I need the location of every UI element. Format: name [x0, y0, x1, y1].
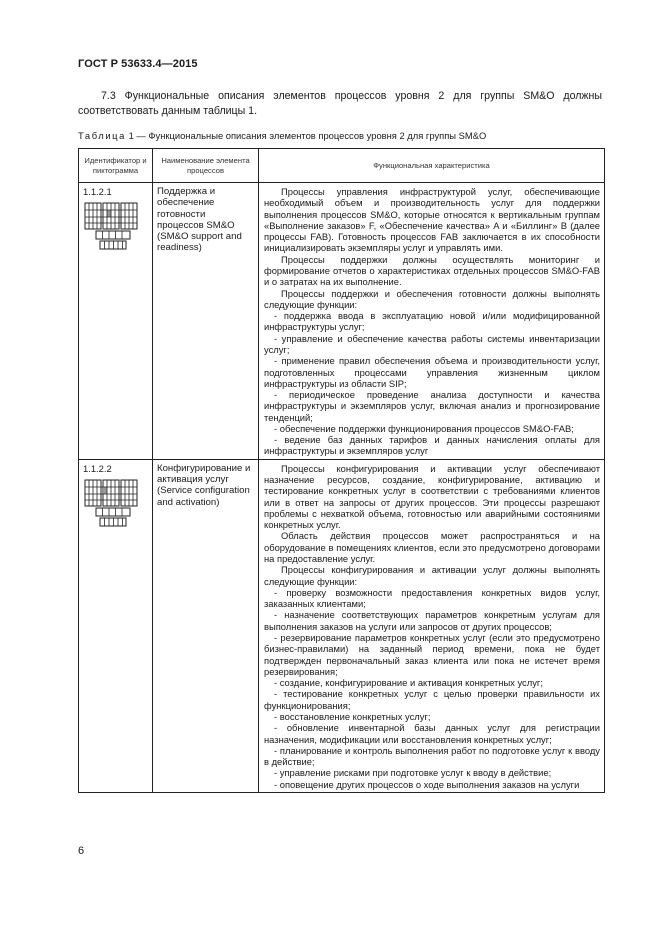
intro-paragraph: 7.3 Функциональные описания элементов процессов уровня 2 для группы SM&O должны соответствовать данным таблицы 1. — [78, 90, 602, 117]
function-list-item: - обеспечение поддержки функционирования процессов SM&O-FAB; — [274, 422, 574, 434]
table-header-row — [79, 149, 605, 183]
description-paragraph: Процессы поддержки должны осуществлять мониторинг и формирование отчетов о характеристиках отдельных процессов SM&O-FAB и о затратах на их выполнение. — [264, 253, 600, 288]
process-description — [259, 183, 605, 460]
function-list-item: - поддержка ввода в эксплуатацию новой и/или модифицированной инфраструктуры услуг; — [264, 310, 600, 333]
table-caption-text: 1 — Функциональные описания элементов процессов уровня 2 для группы SM&O — [128, 130, 487, 141]
process-grid-pictogram — [83, 201, 139, 251]
function-list-item: - управление рисками при подготовке услуг к вводу в действие; — [274, 767, 552, 779]
page-number: 6 — [78, 845, 85, 857]
function-list-item: - управление и обеспечение качества работы системы инвентаризации услуг; — [264, 332, 600, 355]
table-row — [79, 183, 605, 460]
function-list-item: - тестирование конкретных услуг с целью проверки правильности их функционирования; — [264, 688, 600, 711]
description-paragraph: Процессы управления инфраструктурой услуг, обеспечивающие необходимый объем и производительность услуг для поддержки выполнения процессов SM&O, которые относятся к вертикальным группам «Выполнение заказов» F, «Обеспечение качества» A и «Биллинг» B (далее процессы FAB). Готовность процессов FAB заключается в их способности инициализировать экземпляры услуг и управлять ими. — [264, 186, 600, 254]
process-id: 1.1.2.1 — [83, 186, 112, 197]
process-name: Конфигурирование и активация услуг (Service configuration and activation) — [153, 459, 259, 792]
process-name: Поддержка и обеспечение готовности процессов SM&O (SM&O support and readiness) — [153, 183, 259, 460]
function-list-item: - периодическое проведение анализа доступности и качества инфраструктуры и экземпляров услуг, включая анализ и прогнозирование тенденций; — [264, 389, 600, 423]
function-list-item: - резервирование параметров конкретных услуг (если это предусмотрено бизнес-правилами) на заданный период времени, пока не будет подтвержден первоначальный заказ клиента или пока не истечет время резервирования; — [264, 631, 600, 677]
process-id: 1.1.2.2 — [83, 462, 112, 474]
function-list-item: - оповещение других процессов о ходе выполнения заказов на услуги — [274, 778, 580, 790]
table-row — [79, 459, 605, 792]
table-caption — [78, 130, 486, 141]
function-list-item: - проверку возможности предоставления конкретных видов услуг, заказанных клиентами; — [264, 586, 600, 610]
function-list-item: - восстановление конкретных услуг; — [274, 710, 431, 722]
process-description — [259, 459, 605, 792]
document-header: ГОСТ Р 53633.4—2015 — [78, 58, 198, 70]
function-list-item: - применение правил обеспечения объема и производительности услуг, подготовленных процессами управления жизненным циклом инфраструктуры из области SIP; — [264, 355, 600, 389]
id-cell — [79, 183, 153, 460]
id-cell — [79, 459, 153, 792]
function-list-item: - назначение соответствующих параметров конкретным услугам для выполнения заказов на услуги или запросов от других процессов; — [264, 609, 600, 632]
description-paragraph: Область действия процессов может распространяться и на оборудование в помещениях клиентов, если это предусмотрено договорами на предоставление услуг. — [264, 530, 600, 564]
function-list-item: - создание, конфигурирование и активация конкретных услуг; — [274, 677, 543, 689]
function-list-item: - планирование и контроль выполнения работ по подготовке услуг к вводу в действие; — [264, 744, 600, 768]
description-paragraph: Процессы конфигурирования и активации услуг обеспечивают назначение ресурсов, создание, конфигурирование, активацию и тестирование конкретных услуг в соответствии с требованиями клиентов или в ответ на запросы от других процессов. Эти процессы разрешают проблемы с нехваткой объема, готовностью или аварийными состояниями конкретных услуг. — [264, 462, 600, 531]
description-paragraph: Процессы конфигурирования и активации услуг должны выполнять следующие функции: — [264, 564, 600, 587]
process-grid-pictogram — [83, 478, 139, 528]
header-name: Наименование элемента процессов — [153, 149, 259, 183]
description-paragraph: Процессы поддержки и обеспечения готовности должны выполнять следующие функции: — [264, 287, 600, 310]
functional-descriptions-table — [78, 148, 605, 793]
table-caption-label: Таблица — [78, 130, 126, 141]
function-list-item: - обновление инвентарной базы данных услуг для регистрации назначения, модификации или восстановления конкретных услуг; — [264, 722, 600, 745]
header-desc: Функциональная характеристика — [259, 149, 605, 183]
function-list-item: - ведение баз данных тарифов и данных начисления оплаты для инфраструктуры и экземпляров услуг — [264, 434, 600, 457]
header-id: Идентификатор и пиктограмма — [79, 149, 153, 183]
